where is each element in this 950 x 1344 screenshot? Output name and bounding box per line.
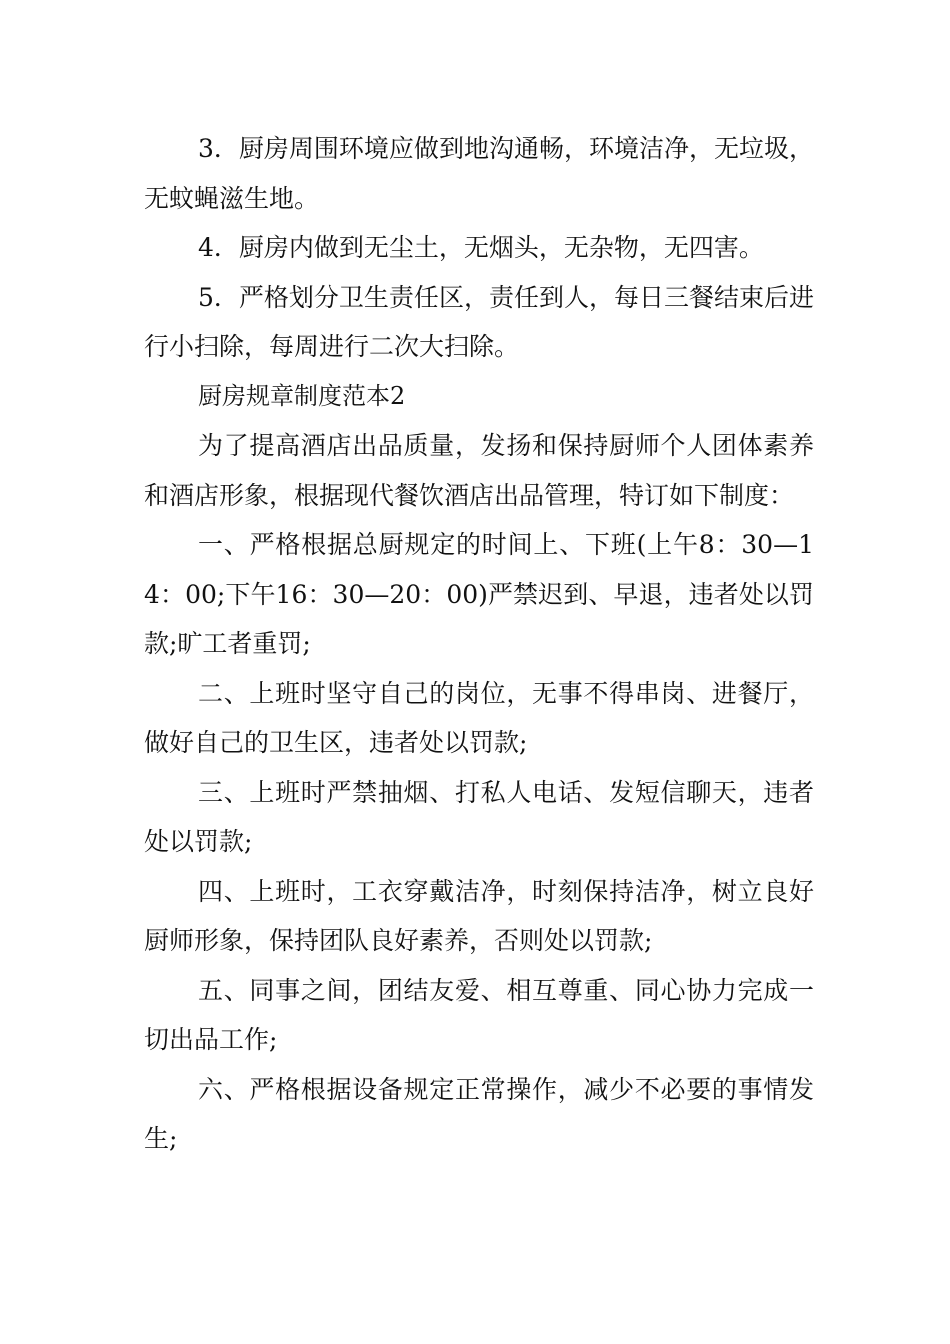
rule-item-5: 五、同事之间，团结友爱、相互尊重、同心协力完成一切出品工作; xyxy=(144,975,814,1054)
rule-item-3: 三、上班时严禁抽烟、打私人电话、发短信聊天，违者处以罚款; xyxy=(144,777,814,856)
section-title: 厨房规章制度范本2 xyxy=(198,381,406,410)
rule-item-2: 二、上班时坚守自己的岗位，无事不得串岗、进餐厅，做好自己的卫生区，违者处以罚款; xyxy=(144,678,814,757)
intro-paragraph: 为了提高酒店出品质量，发扬和保持厨师个人团体素养和酒店形象，根据现代餐饮酒店出品管理，特订如下制度： xyxy=(144,431,814,510)
rule-item-4: 四、上班时，工衣穿戴洁净，时刻保持洁净，树立良好厨师形象，保持团队良好素养，否则处以罚款; xyxy=(144,876,814,955)
paragraph-item-3: 3．厨房周围环境应做到地沟通畅，环境洁净，无垃圾，无蚊蝇滋生地。 xyxy=(144,134,814,213)
paragraph-item-4: 4．厨房内做到无尘土，无烟头，无杂物，无四害。 xyxy=(198,233,764,262)
rule-item-1: 一、严格根据总厨规定的时间上、下班(上午8：30—14：00;下午16：30—20：00)严禁迟到、早退，违者处以罚款;旷工者重罚; xyxy=(144,530,814,658)
document-body xyxy=(144,124,814,1164)
paragraph-item-5: 5．严格划分卫生责任区，责任到人，每日三餐结束后进行小扫除，每周进行二次大扫除。 xyxy=(144,282,814,361)
rule-item-6: 六、严格根据设备规定正常操作，减少不必要的事情发生; xyxy=(144,1074,814,1153)
